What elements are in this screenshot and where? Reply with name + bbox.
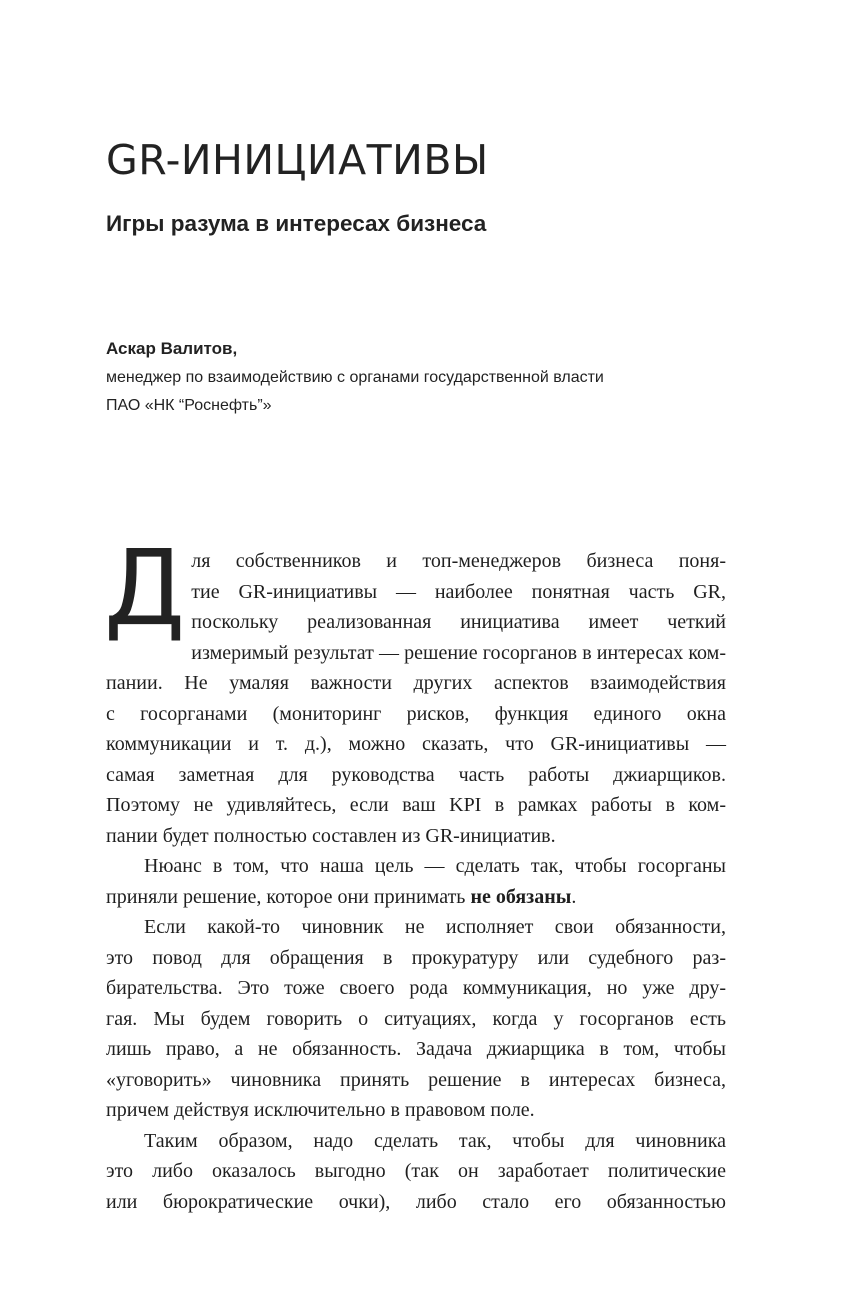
- author-company: ПАО «НК “Роснефть”»: [106, 397, 272, 414]
- author-position: менеджер по взаимодействию с органами государственной власти: [106, 369, 604, 386]
- chapter-title: GR-ИНИЦИАТИВЫ: [106, 136, 489, 184]
- text-line: тие GR-инициативы — наиболее понятная часть GR,: [191, 580, 726, 603]
- text-line: гая. Мы будем говорить о ситуациях, когда у госорганов есть: [106, 1007, 726, 1030]
- text-line: бирательства. Это тоже своего рода коммуникация, но уже дру-: [106, 977, 726, 999]
- paragraph-1: [104, 527, 726, 851]
- emphasis-not-obliged: не обязаны: [470, 885, 572, 908]
- text-fragment: приняли решение, которое они принимать: [106, 885, 471, 908]
- chapter-subtitle: Игры разума в интересах бизнеса: [106, 211, 487, 236]
- text-line: это повод для обращения в прокуратуру или судебного раз-: [106, 946, 726, 969]
- text-line: измеримый результат — решение госорганов в интересах ком-: [191, 641, 726, 664]
- paragraph-2: [106, 851, 726, 912]
- text-line: пании. Не умаляя важности других аспектов взаимодействия: [106, 672, 726, 694]
- drop-cap: Д: [104, 527, 186, 649]
- text-line: с госорганами (мониторинг рисков, функция единого окна: [106, 702, 726, 725]
- text-line: пании будет полностью составлен из GR-инициатив.: [106, 824, 556, 847]
- paragraph-4: [106, 1126, 726, 1218]
- author-block: [106, 338, 604, 420]
- text-line: лишь право, а не обязанность. Задача джиарщика в том, чтобы: [106, 1038, 726, 1060]
- text-line: Таким образом, надо сделать так, чтобы для чиновника: [144, 1129, 726, 1152]
- text-line: Нюанс в том, что наша цель — сделать так, чтобы госорганы: [144, 855, 726, 877]
- text-line: коммуникации и т. д.), можно сказать, что GR-инициативы —: [106, 733, 726, 755]
- text-line: Если какой-то чиновник не исполняет свои обязанности,: [144, 916, 726, 938]
- text-line: самая заметная для руководства часть работы джиарщиков.: [106, 763, 726, 786]
- text-line: [106, 882, 726, 913]
- article-body: [104, 527, 726, 1217]
- text-line: или бюрократические очки), либо стало его обязанностью: [106, 1190, 726, 1213]
- text-line: поскольку реализованная инициатива имеет четкий: [191, 611, 726, 633]
- author-name: Аскар Валитов,: [106, 339, 238, 358]
- paragraph-3: [106, 912, 726, 1126]
- text-line: «уговорить» чиновника принять решение в интересах бизнеса,: [106, 1068, 726, 1091]
- text-line: Поэтому не удивляйтесь, если ваш KPI в рамках работы в ком-: [106, 794, 726, 816]
- text-line: это либо оказалось выгодно (так он заработает политические: [106, 1160, 726, 1182]
- text-line: ля собственников и топ-менеджеров бизнеса поня-: [191, 550, 726, 572]
- text-fragment: .: [571, 885, 577, 908]
- text-line: причем действуя исключительно в правовом поле.: [106, 1099, 535, 1121]
